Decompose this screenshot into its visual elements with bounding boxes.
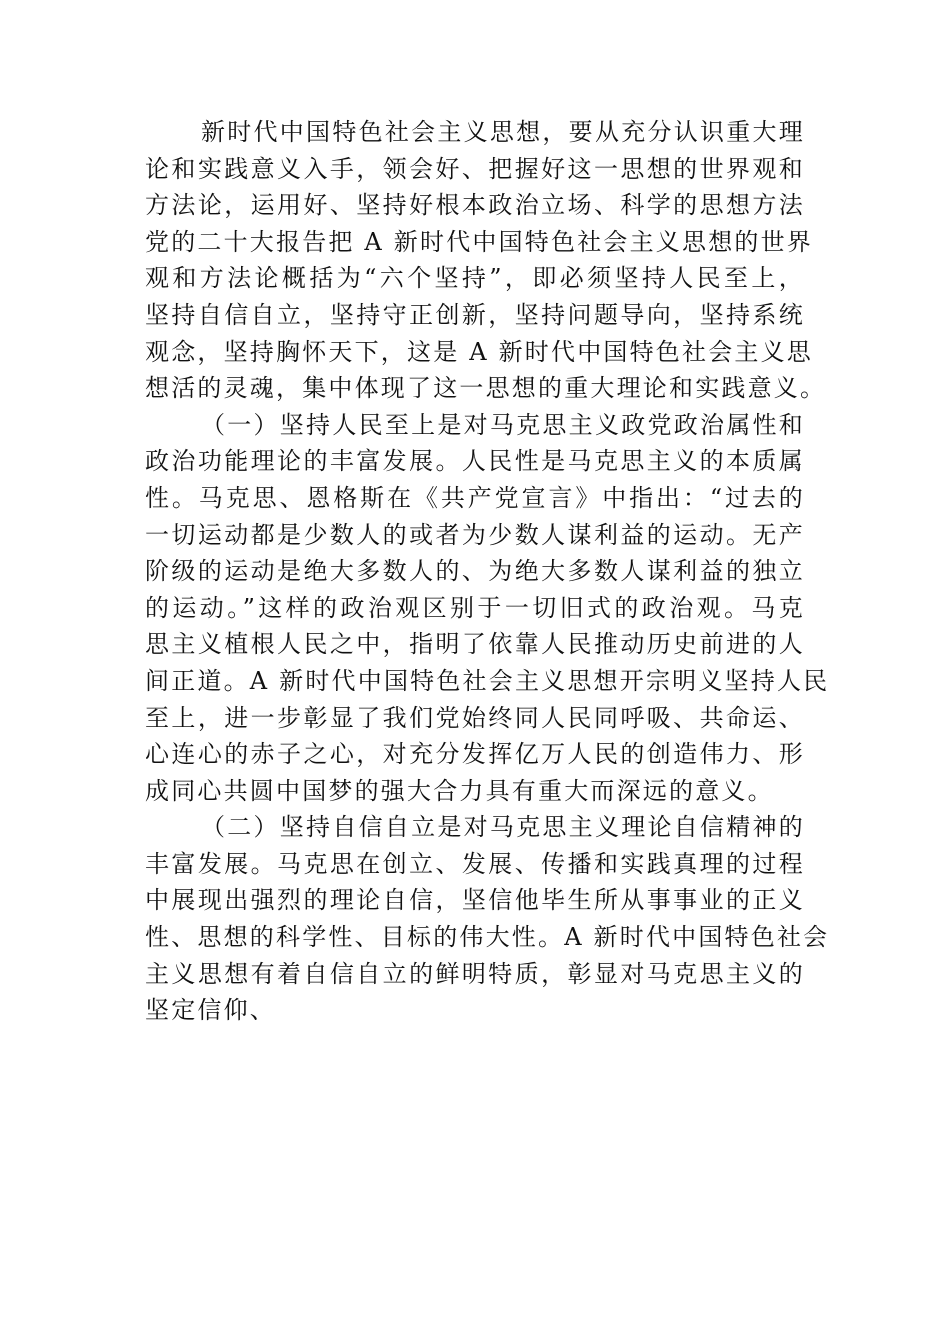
text-line: 至上，进一步彰显了我们党始终同人民同呼吸、共命运、	[145, 703, 805, 732]
text-line: 成同心共圆中国梦的强大合力具有重大而深远的意义。	[145, 776, 774, 805]
text-line: 主义思想有着自信自立的鲜明特质，彰显对马克思主义的	[145, 959, 805, 988]
text-line: 思主义植根人民之中，指明了依靠人民推动历史前进的人	[145, 630, 805, 659]
text-line: 心连心的赤子之心，对充分发挥亿万人民的创造伟力、形	[145, 740, 805, 769]
text-line: 坚定信仰、	[145, 996, 276, 1025]
text-line: 中展现出强烈的理论自信，坚信他毕生所从事事业的正义	[145, 886, 805, 915]
text-line: 性。马克思、恩格斯在《共产党宣言》中指出：“过去的	[145, 483, 805, 512]
text-line: 党的二十大报告把 A 新时代中国特色社会主义思想的世界	[145, 227, 813, 256]
text-line: 性、思想的科学性、目标的伟大性。A 新时代中国特色社会	[145, 923, 830, 952]
document-body	[145, 114, 830, 1029]
text-line: 的运动。”这样的政治观区别于一切旧式的政治观。马克	[145, 593, 805, 622]
text-line: 政治功能理论的丰富发展。人民性是马克思主义的本质属	[145, 447, 805, 476]
text-line: （一）坚持人民至上是对马克思主义政党政治属性和	[201, 410, 805, 439]
text-line: 想活的灵魂，集中体现了这一思想的重大理论和实践意义。	[145, 374, 827, 403]
text-line: 间正道。A 新时代中国特色社会主义思想开宗明义坚持人民	[145, 666, 830, 695]
text-line: （二）坚持自信自立是对马克思主义理论自信精神的	[201, 813, 805, 842]
text-line: 新时代中国特色社会主义思想，要从充分认识重大理	[201, 118, 805, 146]
paragraph-intro	[145, 114, 827, 407]
text-line: 丰富发展。马克思在创立、发展、传播和实践真理的过程	[145, 849, 805, 878]
paragraph-section-2	[145, 809, 830, 1029]
text-line: 一切运动都是少数人的或者为少数人谋利益的运动。无产	[145, 520, 805, 549]
text-line: 论和实践意义入手，领会好、把握好这一思想的世界观和	[145, 154, 805, 183]
text-line: 观念，坚持胸怀天下，这是 A 新时代中国特色社会主义思	[145, 337, 813, 366]
text-line: 观和方法论概括为“六个坚持”，即必须坚持人民至上，	[145, 264, 805, 293]
text-line: 坚持自信自立，坚持守正创新，坚持问题导向，坚持系统	[145, 300, 805, 329]
paragraph-section-1	[145, 407, 830, 810]
text-line: 方法论，运用好、坚持好根本政治立场、科学的思想方法	[145, 191, 805, 220]
text-line: 阶级的运动是绝大多数人的、为绝大多数人谋利益的独立	[145, 557, 805, 586]
